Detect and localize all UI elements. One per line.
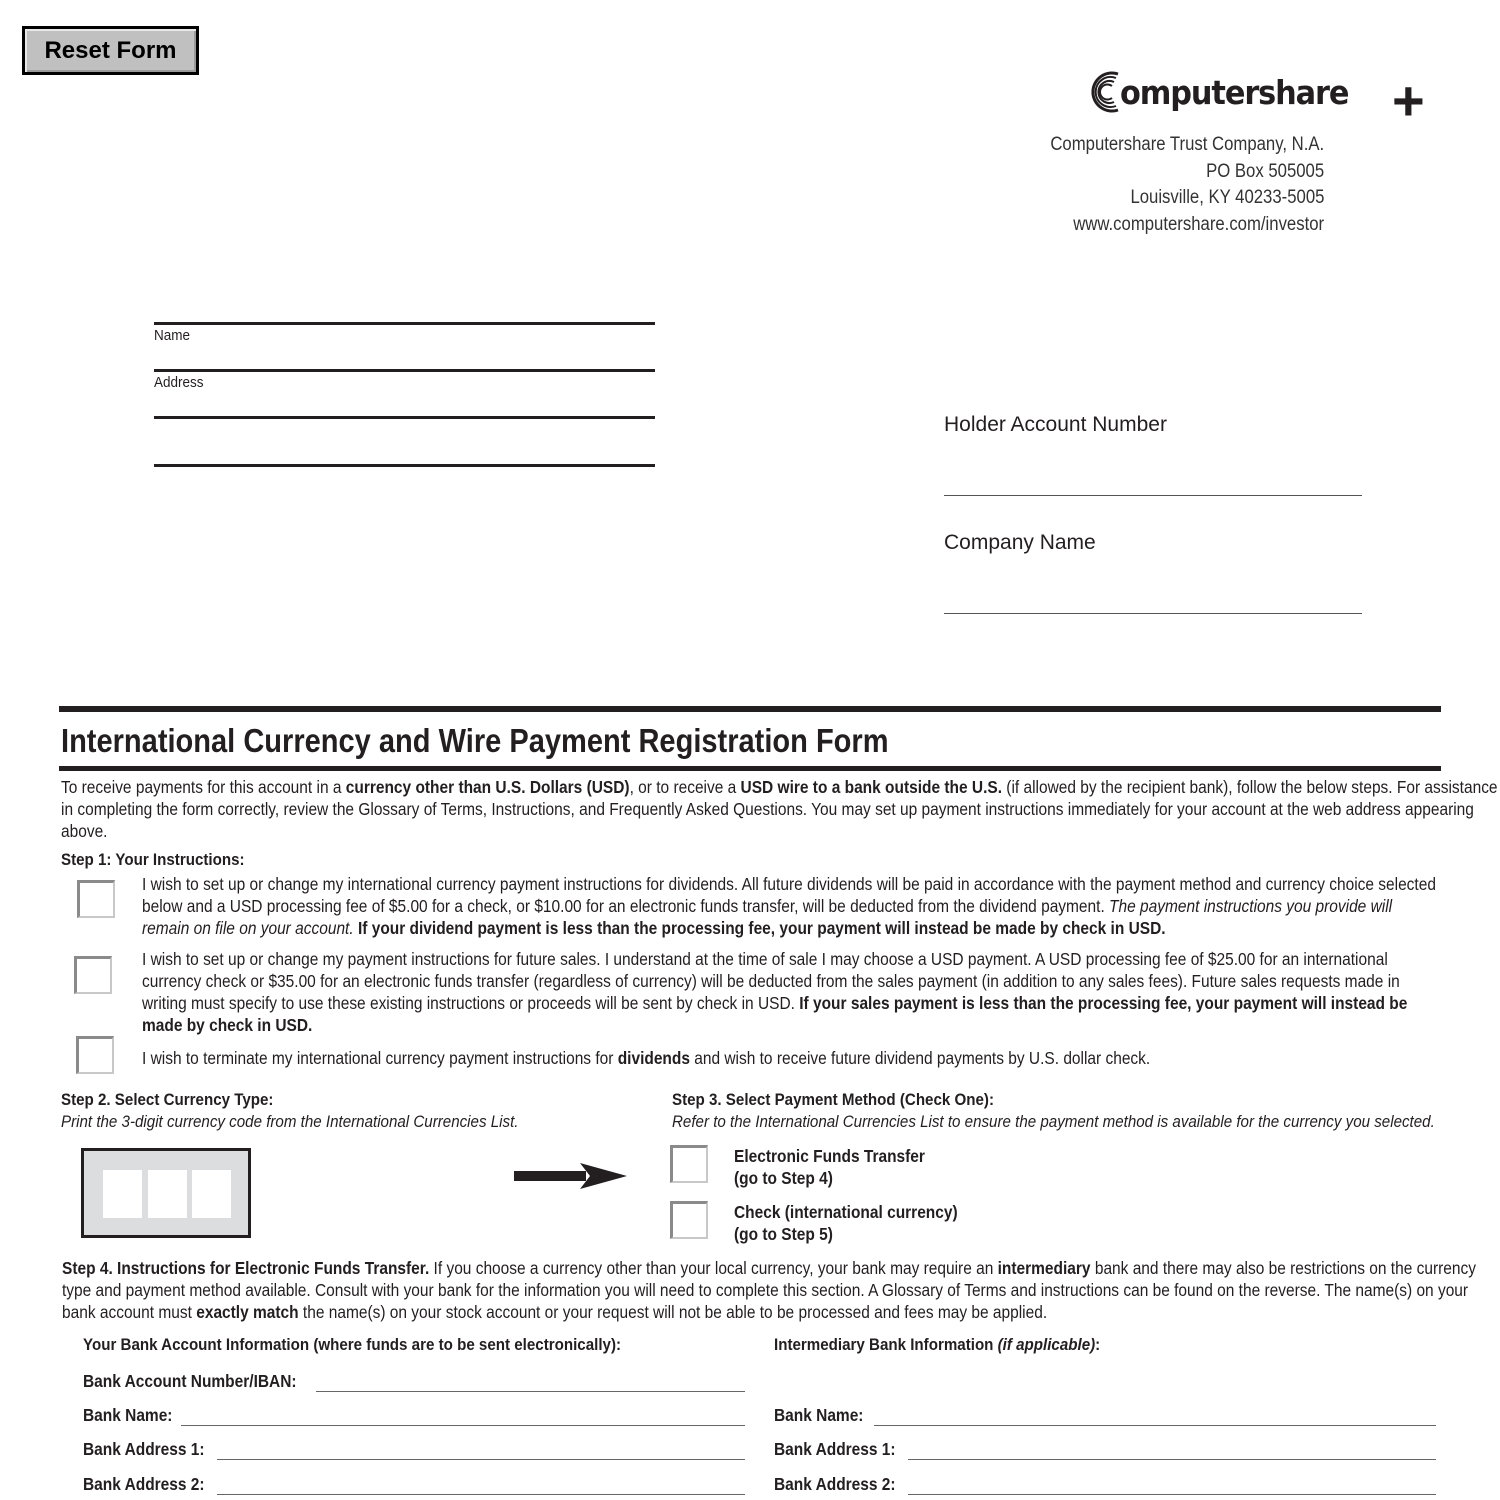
eft-checkbox[interactable] <box>670 1145 708 1183</box>
address-rule <box>154 369 655 372</box>
bank-account-number-input[interactable] <box>316 1391 745 1392</box>
website-link[interactable]: www.computershare.com/investor <box>1073 214 1324 235</box>
intermediary-bank-address-2-row <box>774 1471 1436 1495</box>
currency-code-digit-2[interactable] <box>148 1170 187 1218</box>
bank-address-2-row <box>83 1471 745 1495</box>
title-top-rule <box>59 706 1441 712</box>
bank-address-2-label: Bank Address 2: <box>83 1474 205 1494</box>
step1-terminate-text: I wish to terminate my international currency payment instructions for dividends and wish to receive future dividend payments by U.S. dollar check. <box>142 1048 1151 1068</box>
address-label: Address <box>154 374 204 391</box>
step2-subheading: Print the 3-digit currency code from the International Currencies List. <box>61 1112 519 1131</box>
bank-name-input[interactable] <box>181 1425 745 1426</box>
bank-name-row <box>83 1402 745 1426</box>
company-legal-name: Computershare Trust Company, N.A. <box>1050 134 1324 155</box>
po-box: PO Box 505005 <box>1205 161 1324 182</box>
intermediary-bank-name-label: Bank Name: <box>774 1405 864 1425</box>
computershare-logo <box>1088 68 1368 116</box>
currency-code-digit-3[interactable] <box>192 1170 231 1218</box>
step1-heading: Step 1: Your Instructions: <box>61 850 245 869</box>
reset-form-button[interactable]: Reset Form <box>22 26 199 75</box>
name-label: Name <box>154 327 191 344</box>
holder-account-number-field[interactable] <box>944 495 1362 496</box>
your-bank-heading: Your Bank Account Information (where funds are to be sent electronically): <box>83 1335 622 1354</box>
eft-option-label: Electronic Funds Transfer (go to Step 4) <box>734 1146 925 1188</box>
bank-address-2-input[interactable] <box>217 1494 745 1495</box>
title-bottom-rule <box>59 766 1441 771</box>
intermediary-bank-address-1-row <box>774 1436 1436 1460</box>
intermediary-bank-heading: Intermediary Bank Information (if applicable): <box>774 1335 1101 1354</box>
name-rule <box>154 322 655 325</box>
city-state-zip: Louisville, KY 40233-5005 <box>1130 187 1324 208</box>
company-name-field[interactable] <box>944 613 1362 614</box>
step1-dividends-checkbox[interactable] <box>77 880 115 918</box>
address-line-3-rule <box>154 464 655 467</box>
bank-address-1-row <box>83 1436 745 1460</box>
step1-sales-text: I wish to set up or change my payment instructions for future sales. I understand at the time of sale I may choose a USD payment. A USD processing fee of $25.00 for an international currency check or $35.00 for an electronic funds transfer (regardless of currency) will be deducted from the sales payment (in addition to any sales fees). Future sales requests made in writing must specify to use these existing instructions or proceeds will be sent by check in USD. If your sales payment is less than the processing fee, your payment will instead be made by check in USD. <box>142 949 1408 1035</box>
step4-instructions: Step 4. Instructions for Electronic Funds Transfer. If you choose a currency other than your local currency, your bank may require an intermediary bank and there may also be restrictions on the currency type and payment method available. Consult with your bank for the information you will need to complete this section. A Glossary of Terms and instructions can be found on the reverse. The name(s) on your bank account must exactly match the name(s) on your stock account or your request will not be able to be processed and fees may be applied. <box>62 1258 1476 1322</box>
bank-name-label: Bank Name: <box>83 1405 173 1425</box>
intermediary-bank-address-2-input[interactable] <box>908 1494 1436 1495</box>
step1-terminate-checkbox[interactable] <box>76 1036 114 1074</box>
step1-dividends-text: I wish to set up or change my international currency payment instructions for dividends. All future dividends will be paid in accordance with the payment method and currency choice selected below and a USD processing fee of $5.00 for a check, or $10.00 for an electronic funds transfer, will be deducted from the dividend payment. The payment instructions you provide will remain on file on your account. If your dividend payment is less than the processing fee, your payment will instead be made by check in USD. <box>142 874 1436 938</box>
bank-account-number-row <box>83 1368 745 1392</box>
step3-heading: Step 3. Select Payment Method (Check One): <box>672 1090 995 1109</box>
company-name-label: Company Name <box>944 531 1096 554</box>
intro-paragraph: To receive payments for this account in a currency other than U.S. Dollars (USD), or to receive a USD wire to a bank outside the U.S. (if allowed by the recipient bank), follow the below steps. For assistance in completing the form correctly, review the Glossary of Terms, Instructions, and Frequently Asked Questions. You may set up payment instructions immediately for your account at the web address appearing above. <box>61 777 1498 841</box>
arrow-right-icon <box>514 1162 628 1190</box>
computershare-c-logo-icon <box>1088 69 1122 115</box>
intermediary-bank-address-2-label: Bank Address 2: <box>774 1474 896 1494</box>
currency-code-box <box>81 1148 251 1238</box>
address-line-2-rule <box>154 416 655 419</box>
plus-icon: + <box>1392 69 1425 132</box>
step2-heading: Step 2. Select Currency Type: <box>61 1090 274 1109</box>
bank-address-1-label: Bank Address 1: <box>83 1439 205 1459</box>
intermediary-bank-name-row <box>774 1402 1436 1426</box>
intermediary-bank-address-1-input[interactable] <box>908 1459 1436 1460</box>
intermediary-bank-name-input[interactable] <box>874 1425 1436 1426</box>
form-title: International Currency and Wire Payment Registration Form <box>61 722 889 759</box>
international-check-checkbox[interactable] <box>670 1201 708 1239</box>
holder-account-number-label: Holder Account Number <box>944 413 1167 436</box>
currency-code-digit-1[interactable] <box>103 1170 142 1218</box>
logo-wordmark: omputershare <box>1120 72 1349 112</box>
step1-sales-checkbox[interactable] <box>74 956 112 994</box>
intermediary-bank-address-1-label: Bank Address 1: <box>774 1439 896 1459</box>
international-check-option-label: Check (international currency) (go to Step 5) <box>734 1202 958 1244</box>
bank-address-1-input[interactable] <box>217 1459 745 1460</box>
bank-account-number-label: Bank Account Number/IBAN: <box>83 1371 297 1391</box>
step3-subheading: Refer to the International Currencies List to ensure the payment method is available for the currency you selected. <box>672 1112 1435 1131</box>
